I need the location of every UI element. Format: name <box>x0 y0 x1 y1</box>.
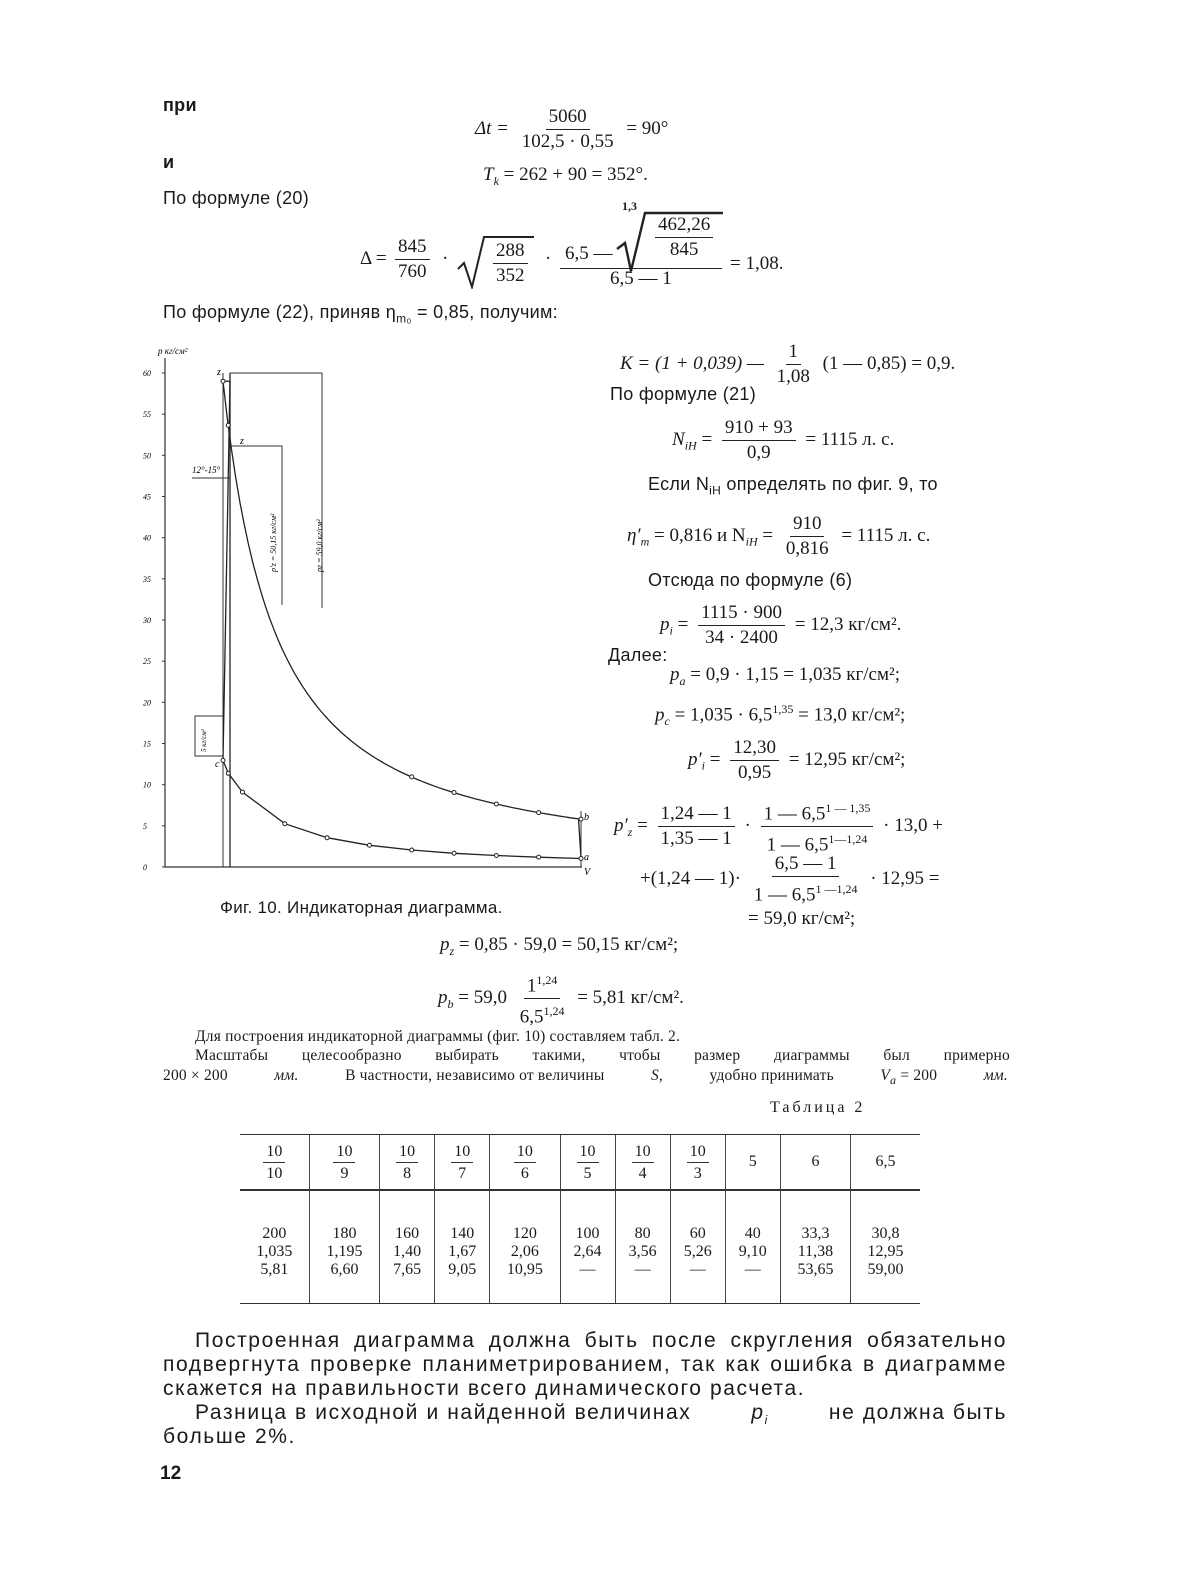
expansion-point <box>494 802 498 806</box>
paragraph-3: 200 × 200 мм. В частности, независимо от величины S, удобно принимать $V_a = 200$ мм. <box>163 1067 1008 1088</box>
table-value-cell <box>560 1190 615 1303</box>
label-po-formule-22: По формуле (22), приняв $\eta_{m_0} = 0,85$, получим: <box>163 302 558 326</box>
table-value: 33,3 <box>801 1225 830 1242</box>
equation-k: K = (1 + 0,039) — $\frac{1}{1,08}$ (1 — 0,85) = 0,9. <box>620 341 956 387</box>
point-v: V <box>584 867 591 878</box>
table-value-cell <box>490 1190 560 1303</box>
equation-pi: $p_i$ = $\frac{1115 \cdot 900}{34 \cdot 2400}$ = 12,3 кг/см². <box>660 602 902 648</box>
expansion-point <box>221 379 225 383</box>
compression-curve <box>223 381 581 858</box>
table-value: 2,06 <box>510 1243 539 1260</box>
y-tick-label: 10 <box>143 780 151 790</box>
label-dalee: Далее: <box>608 645 668 665</box>
y-tick-label: 35 <box>143 574 151 584</box>
paragraph-4-line-2: подвергнута проверке планиметрированием, так как ошибка в диаграмме <box>163 1353 1007 1376</box>
label-pri: при <box>163 95 197 115</box>
label-po-formule-21: По формуле (21) <box>610 384 756 404</box>
angle-label: 12°-15° <box>192 465 221 475</box>
point-z-top: z <box>217 367 221 378</box>
table-value-cell <box>435 1190 490 1303</box>
equation-pz-prime: $p'_z$ = $\frac{1,24 — 1}{1,35 — 1}$ · $\frac{1 — 6,5^{1 — 1,35}}{1 — 6,5^{1—1,24}}$ · 13,0 + <box>614 796 943 858</box>
table-value: 1,67 <box>448 1243 477 1260</box>
table-value: 6,60 <box>330 1261 359 1278</box>
equation-delta-t: Δt = $\frac{5060}{102,5 \cdot 0,55}$ = 90° <box>475 106 669 152</box>
table-value-cell <box>670 1190 725 1303</box>
y-tick-label: 5 <box>143 821 147 831</box>
point-z-low: z <box>240 436 244 447</box>
y-tick-label: 55 <box>143 410 151 420</box>
compression-point <box>537 855 541 859</box>
table-value-cell <box>380 1190 435 1303</box>
point-a: a <box>584 852 589 863</box>
y-tick-label: 30 <box>143 616 151 625</box>
expansion-curve <box>223 381 581 858</box>
y-tick-label: 40 <box>143 533 151 543</box>
table-header-cell: $\frac{10}{4}$ <box>615 1135 670 1190</box>
table-value: — <box>744 1261 761 1278</box>
table-header-row <box>240 1135 920 1190</box>
equation-pz-prime-line3: = 59,0 кг/см²; <box>748 908 856 929</box>
compression-point <box>452 851 456 855</box>
table-header-cell: 6 <box>780 1135 850 1190</box>
y-tick-label: 25 <box>143 657 151 667</box>
table-2 <box>240 1134 920 1304</box>
compression-point <box>579 856 583 860</box>
compression-point <box>221 758 225 762</box>
pz-label: pz = 59,0 кг/см² <box>315 519 324 572</box>
table-value: 59,00 <box>867 1261 904 1278</box>
table-value-cell <box>725 1190 780 1303</box>
table-value-cell <box>309 1190 379 1303</box>
label-esli: Если $N_{iH}$ определять по фиг. 9, то <box>648 474 938 498</box>
equation-delta: Δ = $\frac{845}{760}$ · $\frac{288}{352}$ · 6,5 — 1,3 $\frac{462,26}{845}$ 6,5 — 1 = 1,08. <box>360 199 784 289</box>
equation-pb: $p_b = 59,0$ $\frac{1^{1,24}}{6,5^{1,24}}$ = 5,81 кг/см². <box>438 968 684 1030</box>
y-tick-label: 15 <box>143 739 151 749</box>
y-tick-label: 20 <box>143 698 151 708</box>
table-value: 5,81 <box>260 1261 289 1278</box>
paragraph-4-line-3: скажется на правильности всего динамического расчета. <box>163 1377 806 1400</box>
label-i: и <box>163 152 175 172</box>
table-value: 30,8 <box>871 1225 900 1242</box>
y-ticks <box>142 369 165 872</box>
pz-prime-label: p'z = 50,15 кг/см² <box>269 513 278 572</box>
table-value: 9,10 <box>738 1243 767 1260</box>
compression-point <box>410 848 414 852</box>
table-value: 3,56 <box>628 1243 657 1260</box>
paragraph-5-line-1: Разница в исходной и найденной величинах $p_i$ не должна быть <box>195 1401 1007 1428</box>
y-tick-label: 60 <box>143 369 151 378</box>
equation-pa: $p_a = 0,9 \cdot 1,15 = 1,035$ кг/см²; <box>670 664 900 688</box>
table-value: 180 <box>332 1225 357 1242</box>
table-header-cell: $\frac{10}{8}$ <box>380 1135 435 1190</box>
table-value: 1,195 <box>326 1243 363 1260</box>
table-value: 60 <box>689 1225 706 1242</box>
table-value: 100 <box>575 1225 600 1242</box>
table-value: — <box>689 1261 706 1278</box>
equation-tk: $T_k = 262 + 90 = 352^\circ$. <box>483 164 648 188</box>
expansion-point <box>579 817 583 821</box>
y-tick-label: 50 <box>143 451 151 461</box>
point-c: c <box>215 759 220 770</box>
paragraph-2: Масштабы целесообразно выбирать такими, чтобы размер диаграммы был примерно <box>195 1047 1010 1064</box>
point-b: b <box>584 812 589 823</box>
table-value: — <box>634 1261 651 1278</box>
equation-pz-prime-line2: +(1,24 — 1)· $\frac{6,5 — 1}{1 — 6,5^{1 —1,24}}$ · 12,95 = <box>640 853 940 906</box>
compression-point <box>325 836 329 840</box>
table-value: 5,26 <box>683 1243 712 1260</box>
compression-point <box>367 843 371 847</box>
expansion-point <box>410 775 414 779</box>
table-value: 80 <box>634 1225 651 1242</box>
expansion-point <box>537 811 541 815</box>
expansion-point <box>226 423 230 427</box>
compression-point <box>494 853 498 857</box>
paragraph-5-line-2: больше 2%. <box>163 1425 296 1448</box>
table-value-cell <box>851 1190 920 1303</box>
table-header-cell: $\frac{10}{7}$ <box>435 1135 490 1190</box>
table-value: 12,95 <box>867 1243 904 1260</box>
equation-pc: $p_c = 1,035 \cdot 6,5^{1,35} = 13,0$ кг/см²; <box>655 702 906 729</box>
equation-nih: $N_{iH}$ = $\frac{910 + 93}{0,9}$ = 1115 л. с. <box>672 417 895 463</box>
equation-eta-m: $\eta'_m = 0,816$ и $N_{iH}$ = $\frac{910}{0,816}$ = 1115 л. с. <box>627 513 931 559</box>
table-value: 200 <box>262 1225 287 1242</box>
table-value: 9,05 <box>448 1261 477 1278</box>
table-value-cell <box>240 1190 309 1303</box>
table-header-cell: $\frac{10}{6}$ <box>490 1135 560 1190</box>
indicator-diagram <box>140 340 610 885</box>
compression-point <box>240 790 244 794</box>
y-tick-label: 0 <box>143 863 147 872</box>
table-header-cell: $\frac{10}{5}$ <box>560 1135 615 1190</box>
table-header-cell: $\frac{10}{9}$ <box>309 1135 379 1190</box>
table-value: 40 <box>744 1225 761 1242</box>
table-value: 120 <box>512 1225 537 1242</box>
expansion-point <box>452 790 456 794</box>
table-value: 2,64 <box>573 1243 602 1260</box>
table-value: 1,40 <box>393 1243 422 1260</box>
table-value: 1,035 <box>256 1243 293 1260</box>
y-tick-label: 45 <box>143 492 151 502</box>
figure-caption: Фиг. 10. Индикаторная диаграмма. <box>220 898 503 917</box>
y-axis-label: p кг/см² <box>158 346 188 356</box>
paragraph-1: Для построения индикаторной диаграммы (фиг. 10) составляем табл. 2. <box>195 1028 681 1045</box>
table-header-cell: $\frac{10}{10}$ <box>240 1135 309 1190</box>
table-value-cell <box>615 1190 670 1303</box>
compression-point <box>226 771 230 775</box>
scale-label: 5 кг/см² <box>200 729 208 752</box>
table-title: Таблица 2 <box>770 1099 866 1116</box>
table-values-row <box>240 1190 920 1303</box>
page-number: 12 <box>160 1463 182 1484</box>
table-value: 10,95 <box>506 1261 543 1278</box>
paragraph-4-line-1: Построенная диаграмма должна быть после скругления обязательно <box>195 1329 1007 1352</box>
label-po-formule-20: По формуле (20) <box>163 188 309 208</box>
table-header-cell: 5 <box>725 1135 780 1190</box>
table-header-cell: 6,5 <box>851 1135 920 1190</box>
table-value-cell <box>780 1190 850 1303</box>
equation-pi-prime: $p'_i$ = $\frac{12,30}{0,95}$ = 12,95 кг/см²; <box>688 737 906 783</box>
table-header-cell: $\frac{10}{3}$ <box>670 1135 725 1190</box>
equation-pz: $p_z = 0,85 \cdot 59,0 = 50,15$ кг/см²; <box>440 934 679 958</box>
label-otsyuda: Отсюда по формуле (6) <box>648 570 853 590</box>
table-value: 160 <box>395 1225 420 1242</box>
table-value: 140 <box>450 1225 475 1242</box>
table-value: — <box>579 1261 596 1278</box>
compression-point <box>283 822 287 826</box>
table-value: 7,65 <box>393 1261 422 1278</box>
table-value: 53,65 <box>797 1261 834 1278</box>
table-value: 11,38 <box>797 1243 834 1260</box>
